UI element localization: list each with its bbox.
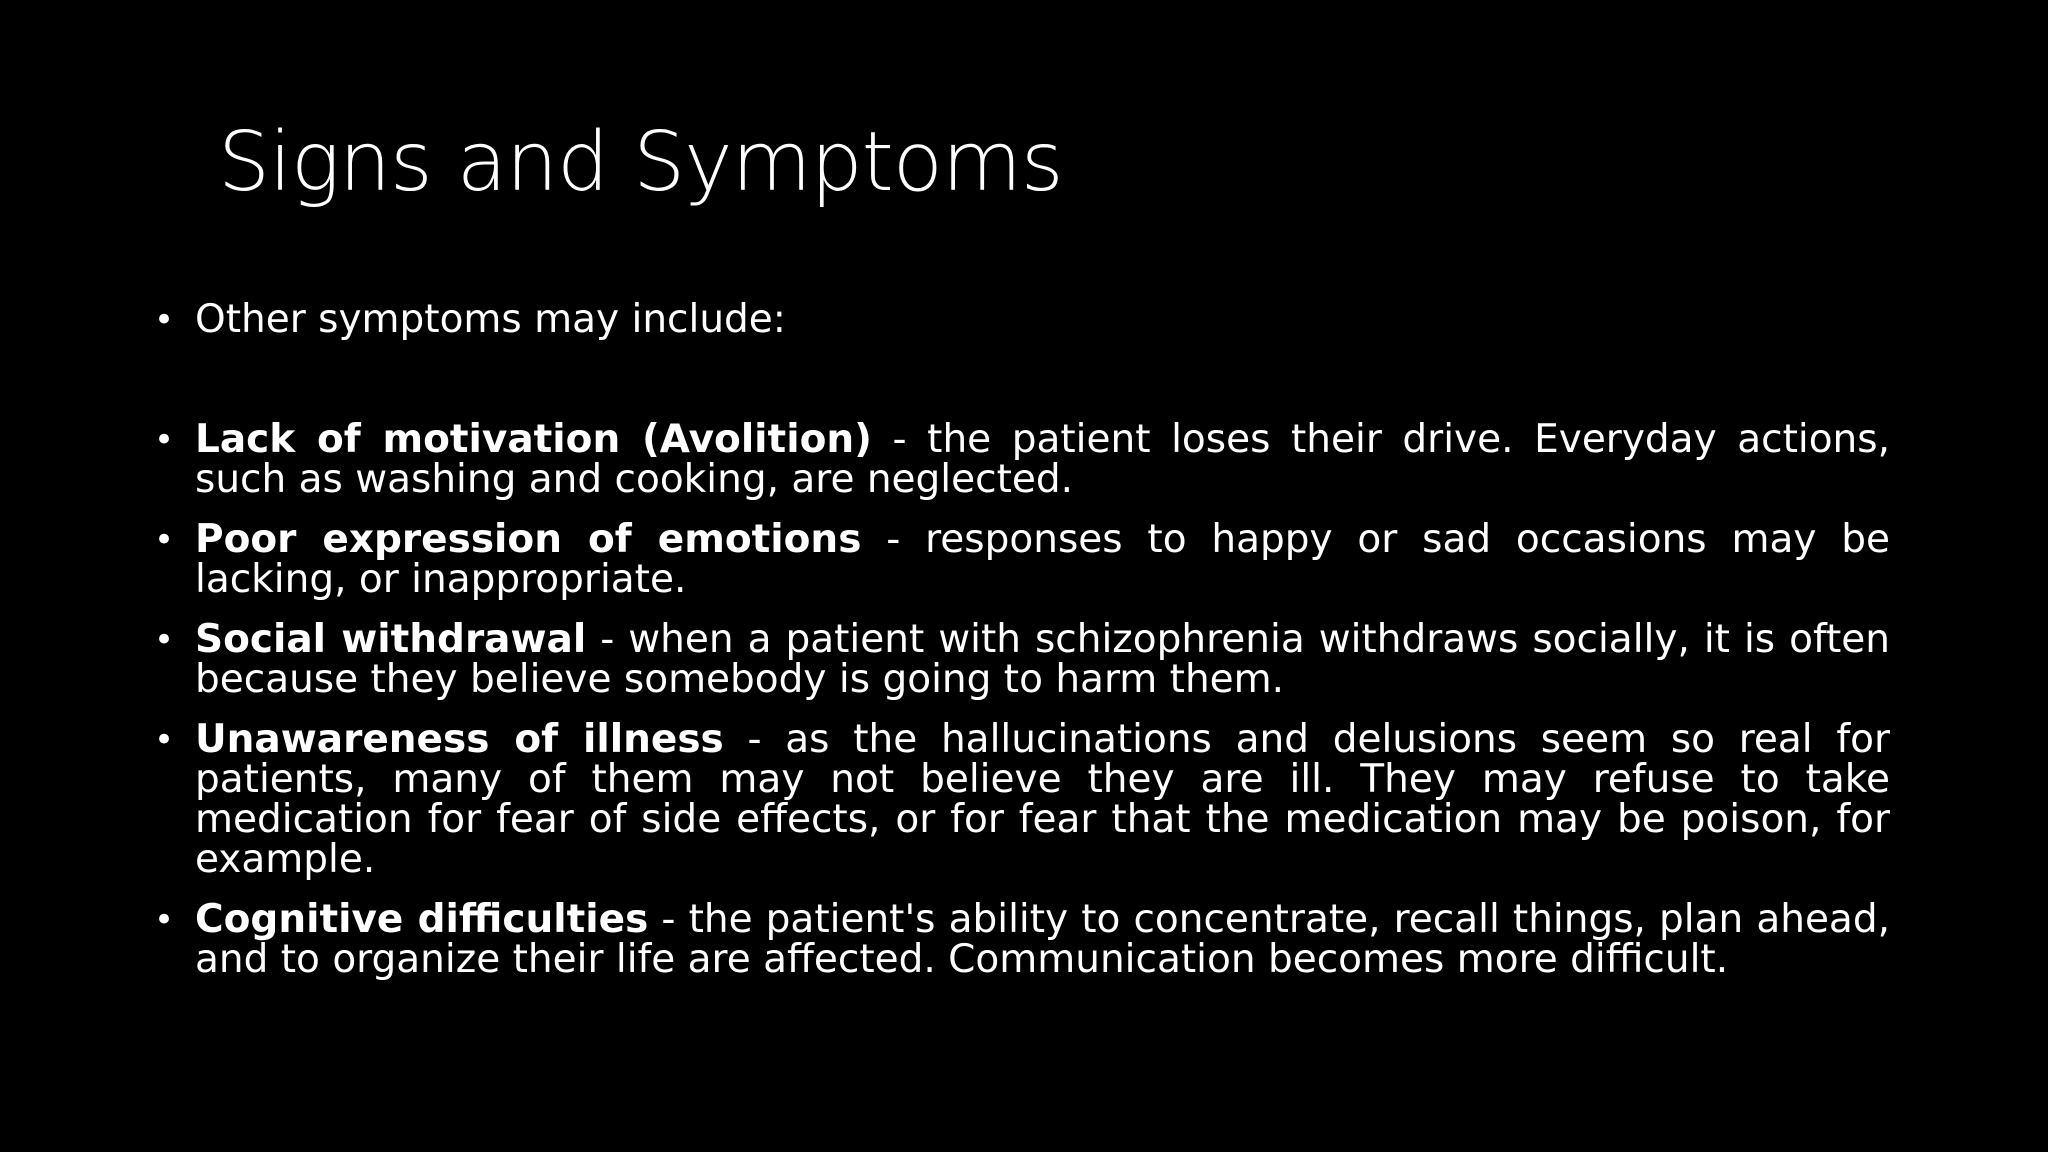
- symptom-description: - the patient loses their drive. Everyday actions, such as washing and cooking, are neglected.: [195, 417, 1890, 502]
- symptom-term: Lack of motivation (Avolition): [195, 417, 872, 462]
- symptom-description: - the patient's ability to concentrate, recall things, plan ahead, and to organize their life are affected. Communication becomes more difficult.: [195, 897, 1890, 982]
- symptom-description: - as the hallucinations and delusions seem so real for patients, many of them may not believe they are ill. They may refuse to take medication for fear of side effects, or for fear that the medication may be poison, for example.: [195, 717, 1890, 882]
- symptom-term: Unawareness of illness: [195, 717, 724, 762]
- bullet-dot-icon: •: [154, 300, 175, 340]
- list-item: [150, 517, 1890, 602]
- list-item: [150, 617, 1890, 702]
- bullet-list: [150, 297, 1890, 1000]
- bullet-dot-icon: •: [154, 720, 175, 760]
- bullet-dot-icon: •: [154, 420, 175, 460]
- bullet-dot-icon: •: [154, 520, 175, 560]
- symptom-term: Poor expression of emotions: [195, 517, 862, 562]
- slide-title: Signs and Symptoms: [218, 115, 1063, 210]
- list-item: [150, 897, 1890, 982]
- list-item: [150, 717, 1890, 882]
- symptom-term: Cognitive difficulties: [195, 897, 649, 942]
- symptom-term: Social withdrawal: [195, 617, 587, 662]
- bullet-dot-icon: •: [154, 620, 175, 660]
- list-item: [150, 417, 1890, 502]
- symptom-description: - responses to happy or sad occasions may be lacking, or inappropriate.: [195, 517, 1890, 602]
- intro-text: Other symptoms may include:: [195, 297, 786, 342]
- symptom-description: - when a patient with schizophrenia withdraws socially, it is often because they believe somebody is going to harm them.: [195, 617, 1890, 702]
- list-item-intro: [150, 297, 1890, 342]
- bullet-dot-icon: •: [154, 900, 175, 940]
